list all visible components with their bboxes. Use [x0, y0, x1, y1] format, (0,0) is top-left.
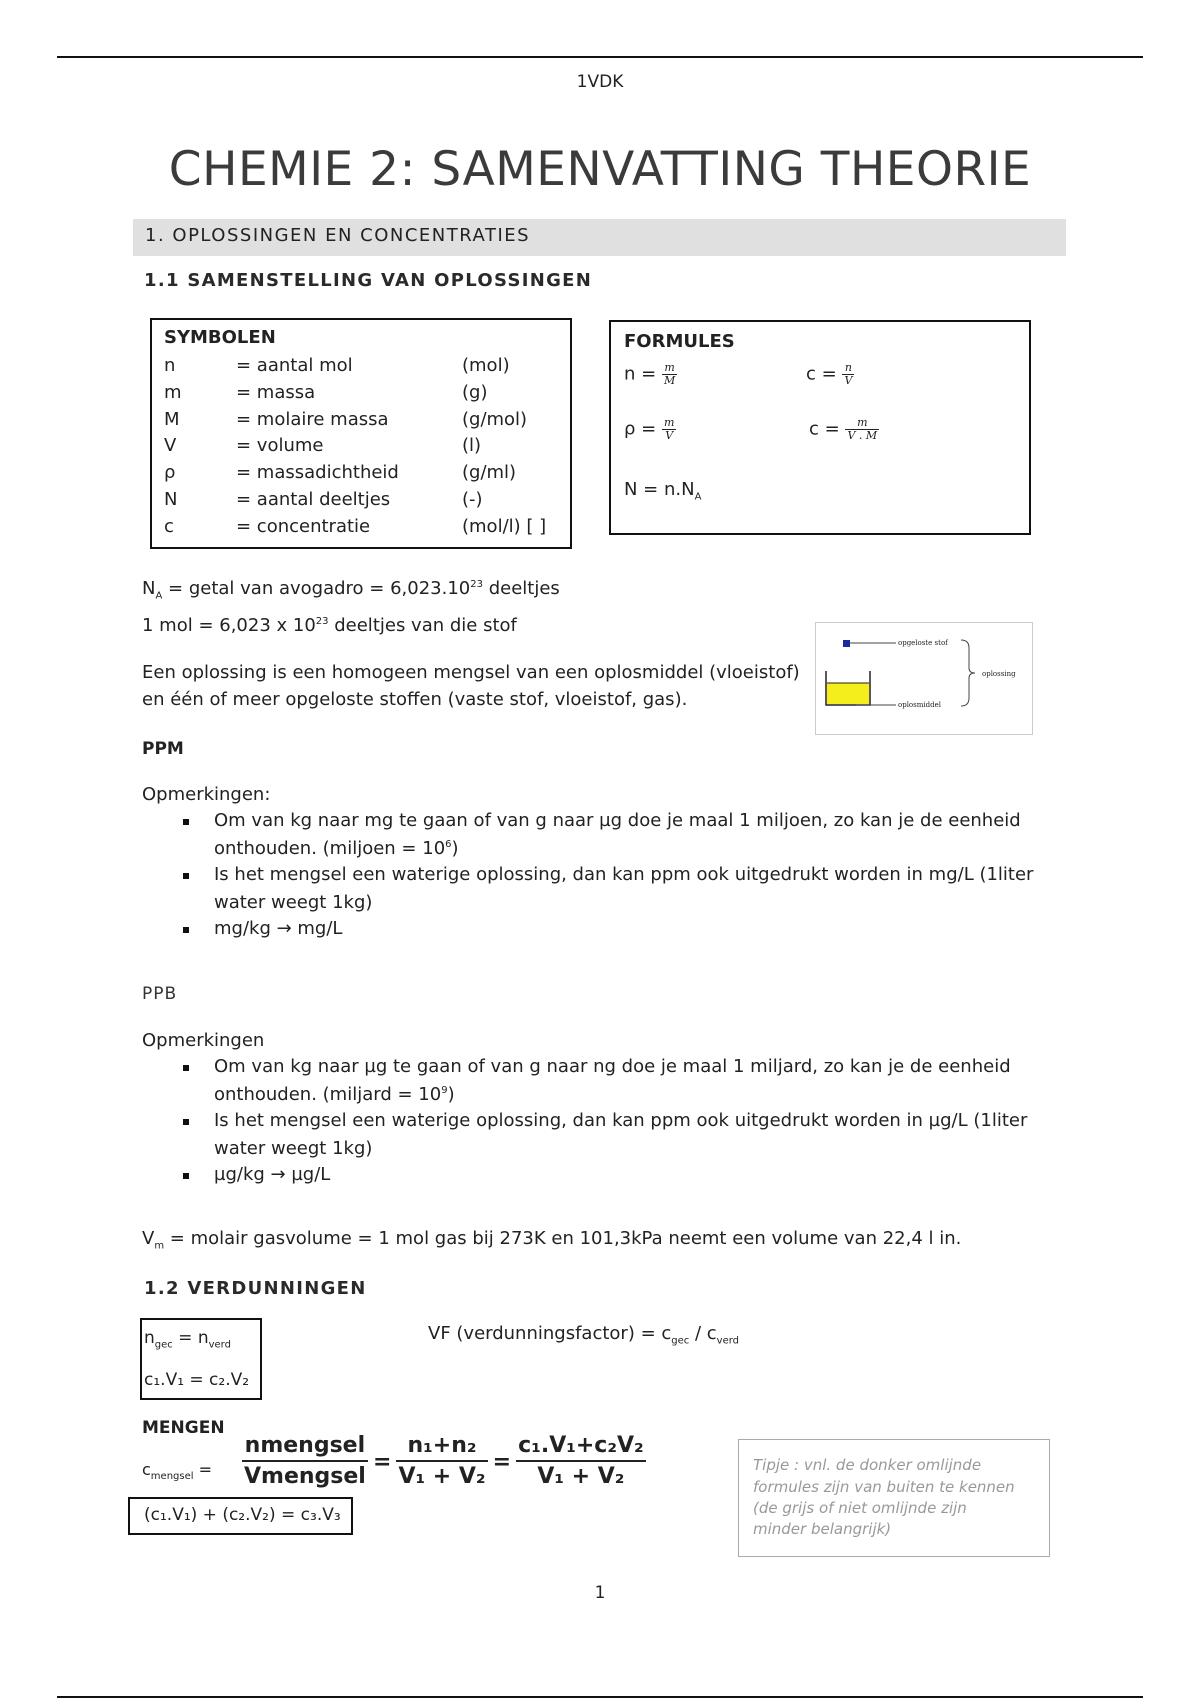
ppb-bullet-2-line1: Is het mengsel een waterige oplossing, dan kan ppm ook uitgedrukt worden in µg/L (1liter — [214, 1110, 1028, 1131]
mol-line: 1 mol = 6,023 x $10^{23}$ deeltjes van die stof — [142, 615, 517, 636]
solution-diagram — [815, 622, 1033, 735]
ppb-bullet-3: µg/kg → µg/L — [214, 1164, 331, 1185]
ppm-heading: PPM — [142, 739, 184, 759]
ppb-remarks-label: Opmerkingen — [142, 1030, 265, 1051]
mixing-formula: nmengsel Vmengsel = $\frac{\text{n₁+n₂}}{\text{V₁ + V₂}}$ = $\frac{\text{c₁.V₁+c₂V₂}}{\text{V₁ + V₂}}$ — [242, 1432, 646, 1492]
ppm-bullet-1-line2: onthouden. (miljoen = $10^6$) — [214, 838, 459, 859]
ppb-bullet-1-line2: onthouden. (miljard = $10^9$) — [214, 1084, 455, 1105]
fraction-n-over-v: nmengsel Vmengsel — [244, 1433, 366, 1489]
particle-icon — [843, 640, 850, 647]
solution-definition-line1: Een oplossing is een homogeen mengsel van een oplosmiddel (vloeistof) — [142, 662, 800, 683]
ppb-bullet-2-line2: water weegt 1kg) — [214, 1138, 373, 1159]
solution-diagram-svg — [816, 623, 1032, 734]
page-number: 1 — [594, 1583, 606, 1603]
label-oplosmiddel: oplosmiddel — [898, 701, 941, 709]
mixing-c-label: $c_{mengsel}$ = — [142, 1460, 213, 1483]
formula-rho: ρ = $\frac{m}{V}$ — [624, 416, 675, 442]
top-rule — [57, 56, 1143, 58]
ppb-heading: PPB — [142, 984, 178, 1004]
bottom-rule — [57, 1696, 1143, 1698]
tip-box — [738, 1439, 1050, 1557]
dilution-box — [140, 1318, 262, 1400]
dilution-n-equation: $n_{gec} = n_{verd}$ — [144, 1328, 231, 1351]
mixing-heading: MENGEN — [142, 1418, 225, 1438]
bullet-icon — [183, 1173, 189, 1179]
formula-c-mvm: c = $\frac{m}{V . M}$ — [809, 416, 878, 442]
fraction-sum-cv: $\frac{\text{c₁.V₁+c₂V₂}}{\text{V₁ + V₂}}$ — [518, 1433, 644, 1489]
fraction-sum-n: $\frac{\text{n₁+n₂}}{\text{V₁ + V₂}}$ — [398, 1433, 486, 1489]
section-heading: 1. OPLOSSINGEN EN CONCENTRATIES — [145, 225, 531, 246]
ppm-remarks-label: Opmerkingen: — [142, 784, 271, 805]
symbols-title: SYMBOLEN — [164, 327, 276, 348]
formula-n: n = $\frac{m}{M}$ — [624, 361, 676, 387]
formulas-box — [609, 320, 1031, 535]
subsection-heading-1-2: 1.2 VERDUNNINGEN — [144, 1278, 367, 1299]
ppb-bullet-1-line1: Om van kg naar µg te gaan of van g naar ng doe je maal 1 miljard, zo kan je de eenheid — [214, 1056, 1011, 1077]
avogadro-line: $N_A$ = getal van avogadro = $6,023.10^{23}$ deeltjes — [142, 578, 560, 602]
bullet-icon — [183, 927, 189, 933]
solution-definition-line2: en één of meer opgeloste stoffen (vaste stof, vloeistof, gas). — [142, 689, 688, 710]
ppm-bullet-2-line1: Is het mengsel een waterige oplossing, dan kan ppm ook uitgedrukt worden in mg/L (1liter — [214, 864, 1034, 885]
mixing-boxed-equation: (c₁.V₁) + (c₂.V₂) = c₃.V₃ — [128, 1497, 353, 1535]
symbols-box: SYMBOLEN n = aantal mol (mol) m = massa (g) M = molaire massa (g/mol) V = volume (l) ρ = massadichtheid (g/ml) N = aantal deeltjes (-) c = concentratie (mol/l) [ ] — [150, 318, 572, 549]
bullet-icon — [183, 819, 189, 825]
tip-line-4: minder belangrijk) — [753, 1520, 892, 1538]
brace-icon — [961, 640, 975, 706]
formulas-title: FORMULES — [624, 331, 735, 352]
dilution-factor: VF (verdunningsfactor) = $c_{gec} / c_{verd}$ — [428, 1323, 740, 1347]
tip-line-1: Tipje : vnl. de donker omlijnde — [753, 1456, 982, 1474]
ppm-bullet-1-line1: Om van kg naar mg te gaan of van g naar µg doe je maal 1 miljoen, zo kan je de eenheid — [214, 810, 1021, 831]
bullet-icon — [183, 873, 189, 879]
section-heading-bar — [133, 219, 1066, 256]
molar-volume-line: $V_m$ = molair gasvolume = 1 mol gas bij 273K en 101,3kPa neemt een volume van 22,4 l in. — [142, 1228, 962, 1252]
subsection-heading-1-1: 1.1 SAMENSTELLING VAN OPLOSSINGEN — [144, 270, 593, 291]
ppm-bullet-2-line2: water weegt 1kg) — [214, 892, 373, 913]
formula-c-nv: c = $\frac{n}{V}$ — [806, 361, 853, 387]
page-header: 1VDK — [576, 72, 624, 92]
bullet-icon — [183, 1065, 189, 1071]
tip-line-2: formules zijn van buiten te kennen — [753, 1478, 1015, 1496]
formula-N: $N = n.N_A$ — [624, 479, 702, 503]
label-opgeloste-stof: opgeloste stof — [898, 639, 948, 647]
label-oplossing: oplossing — [982, 670, 1016, 678]
bullet-icon — [183, 1119, 189, 1125]
tip-line-3: (de grijs of niet omlijnde zijn — [753, 1499, 967, 1517]
dilution-cv-equation: c₁.V₁ = c₂.V₂ — [144, 1370, 250, 1390]
liquid-fill — [827, 683, 869, 704]
ppm-bullet-3: mg/kg → mg/L — [214, 918, 343, 939]
page-title: CHEMIE 2: SAMENVATTING THEORIE — [168, 142, 1032, 197]
